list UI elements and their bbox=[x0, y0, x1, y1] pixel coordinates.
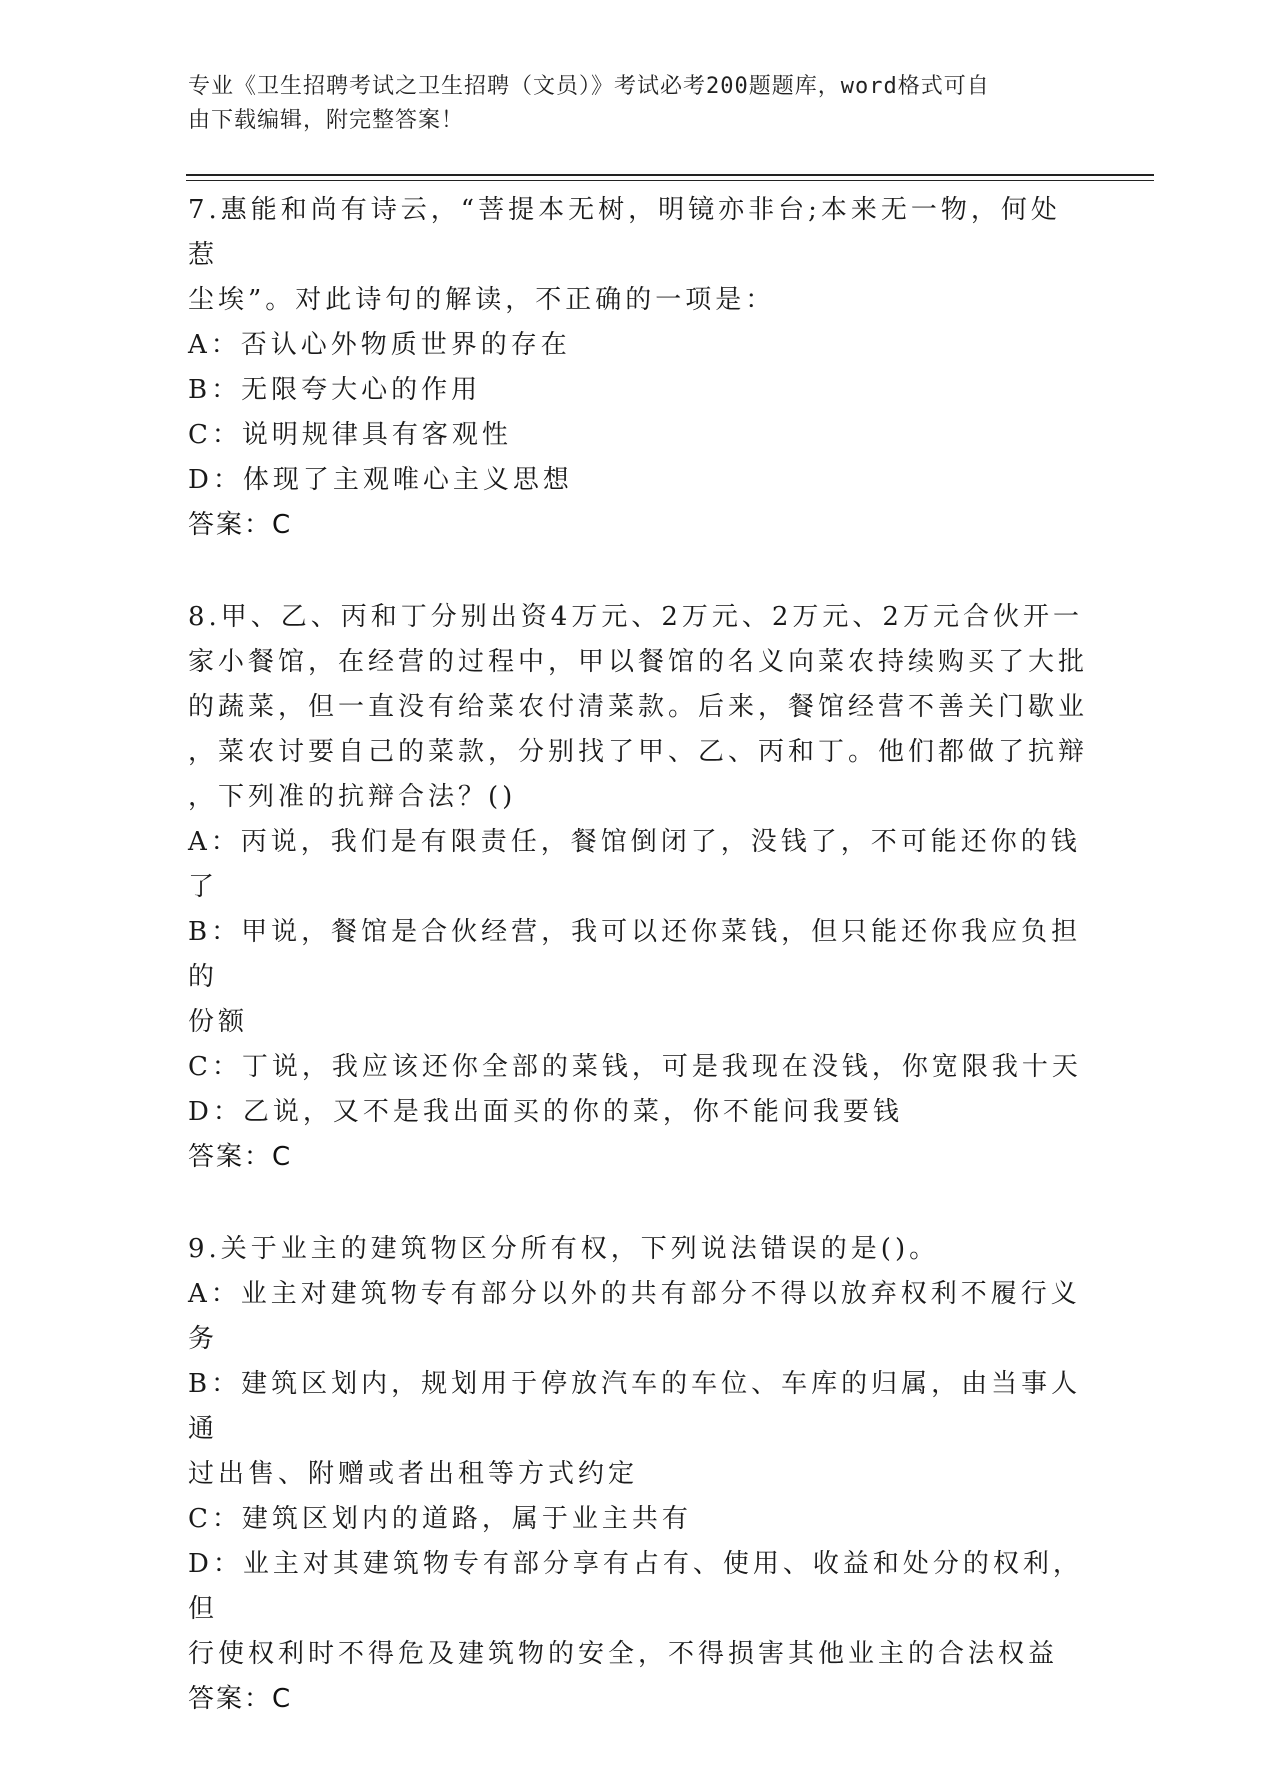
option-line: A：否认心外物质世界的存在 bbox=[188, 330, 571, 360]
question-block bbox=[188, 1227, 1088, 1722]
answer-line: 答案：C bbox=[188, 1142, 293, 1172]
questions-list bbox=[188, 188, 1088, 1769]
document-header bbox=[188, 70, 1068, 138]
header-line: 由下载编辑，附完整答案！ bbox=[188, 108, 465, 133]
question-stem-line: ，下列准的抗辩合法？() bbox=[188, 782, 517, 812]
option-line: D：体现了主观唯心主义思想 bbox=[188, 465, 573, 495]
option-line: B：建筑区划内，规划用于停放汽车的车位、车库的归属，由当事人通 bbox=[188, 1369, 1082, 1444]
question-stem-line: 尘埃”。对此诗句的解读，不正确的一项是： bbox=[188, 285, 776, 315]
question-stem-line: 9.关于业主的建筑物区分所有权，下列说法错误的是()。 bbox=[188, 1234, 940, 1264]
question-stem-line: 7.惠能和尚有诗云，“菩提本无树，明镜亦非台;本来无一物，何处惹 bbox=[188, 195, 1061, 270]
question-block bbox=[188, 188, 1088, 548]
header-divider-thick bbox=[186, 174, 1154, 176]
option-line: B：甲说，餐馆是合伙经营，我可以还你菜钱，但只能还你我应负担的 bbox=[188, 917, 1082, 992]
option-line: C：建筑区划内的道路，属于业主共有 bbox=[188, 1504, 692, 1534]
option-line: C：说明规律具有客观性 bbox=[188, 420, 512, 450]
option-line: C：丁说，我应该还你全部的菜钱，可是我现在没钱，你宽限我十天 bbox=[188, 1052, 1082, 1082]
option-line: D：乙说，又不是我出面买的你的菜，你不能问我要钱 bbox=[188, 1097, 903, 1127]
question-block bbox=[188, 595, 1088, 1180]
option-line: D：业主对其建筑物专有部分享有占有、使用、收益和处分的权利，但 bbox=[188, 1549, 1083, 1624]
option-line: B：无限夸大心的作用 bbox=[188, 375, 482, 405]
question-stem-line: 8.甲、乙、丙和丁分别出资4万元、2万元、2万元、2万元合伙开一 bbox=[188, 602, 1083, 632]
option-line: A：业主对建筑物专有部分以外的共有部分不得以放弃权利不履行义务 bbox=[188, 1279, 1081, 1354]
answer-line: 答案：C bbox=[188, 510, 293, 540]
option-line: 份额 bbox=[188, 1007, 249, 1037]
question-stem-line: 家小餐馆，在经营的过程中，甲以餐馆的名义向菜农持续购买了大批 bbox=[188, 647, 1089, 677]
option-line: A：丙说，我们是有限责任，餐馆倒闭了，没钱了，不可能还你的钱了 bbox=[188, 827, 1081, 902]
option-line: 行使权利时不得危及建筑物的安全，不得损害其他业主的合法权益 bbox=[188, 1639, 1059, 1669]
question-stem-line: 的蔬菜，但一直没有给菜农付清菜款。后来，餐馆经营不善关门歇业 bbox=[188, 692, 1089, 722]
option-line: 过出售、附赠或者出租等方式约定 bbox=[188, 1459, 639, 1489]
header-line: 专业《卫生招聘考试之卫生招聘（文员）》考试必考200题题库，word格式可自 bbox=[188, 74, 990, 99]
header-divider-thin bbox=[186, 180, 1154, 181]
answer-line: 答案：C bbox=[188, 1684, 293, 1714]
question-stem-line: ，菜农讨要自己的菜款，分别找了甲、乙、丙和丁。他们都做了抗辩 bbox=[188, 737, 1089, 767]
